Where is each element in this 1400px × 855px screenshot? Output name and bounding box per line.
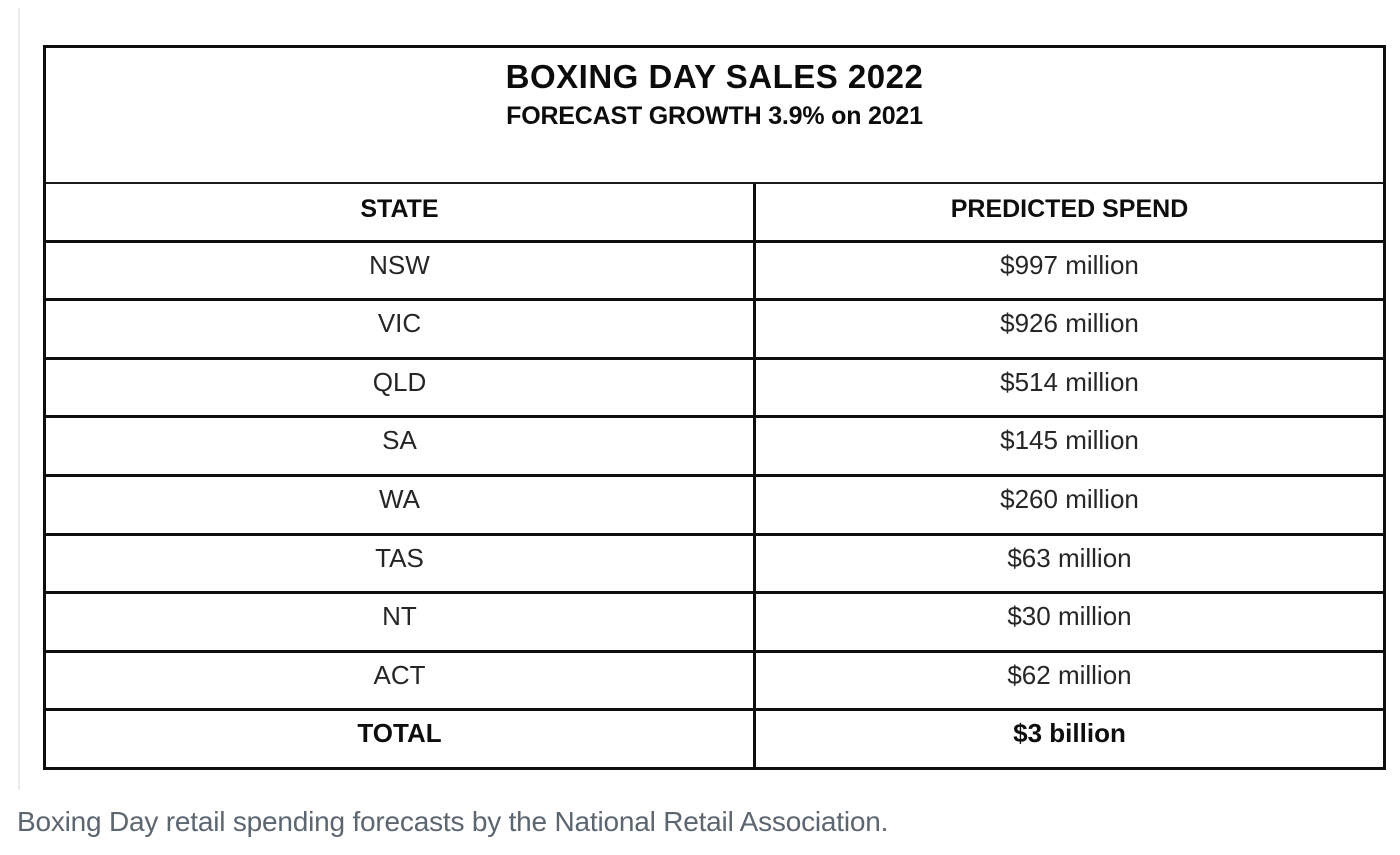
table-row-vic — [46, 298, 1383, 357]
figure-caption: Boxing Day retail spending forecasts by the National Retail Association. — [17, 806, 889, 837]
spend-cell: $62 million — [1007, 659, 1132, 690]
state-cell: SA — [46, 418, 756, 474]
table-subtitle: FORECAST GROWTH 3.9% on 2021 — [506, 102, 923, 130]
table-row-wa — [46, 474, 1383, 533]
spend-cell: $997 million — [1000, 249, 1139, 280]
state-cell: NT — [46, 594, 756, 650]
state-cell: WA — [46, 477, 756, 533]
state-cell: ACT — [46, 653, 756, 709]
column-header-state: STATE — [46, 184, 756, 240]
table-title-block — [46, 48, 1383, 184]
table-row-qld — [46, 357, 1383, 416]
content-left-rule — [18, 8, 20, 790]
column-header-predicted-spend: PREDICTED SPEND — [950, 195, 1189, 223]
state-cell: TAS — [46, 536, 756, 592]
state-cell: VIC — [46, 301, 756, 357]
spend-cell: $260 million — [1000, 483, 1139, 514]
spend-cell: $30 million — [1007, 601, 1132, 632]
table-header-row — [46, 184, 1383, 240]
table-row-nsw — [46, 240, 1383, 299]
table-row-total — [46, 708, 1383, 767]
spend-cell: $63 million — [1007, 542, 1132, 573]
table-title: BOXING DAY SALES 2022 — [505, 58, 924, 95]
table-row-tas — [46, 533, 1383, 592]
spend-cell: $514 million — [1000, 366, 1139, 397]
total-label-cell: TOTAL — [46, 711, 756, 767]
table-row-act — [46, 650, 1383, 709]
table-row-sa — [46, 415, 1383, 474]
boxing-day-sales-table — [43, 45, 1386, 770]
state-cell: NSW — [46, 243, 756, 299]
table-row-nt — [46, 591, 1383, 650]
state-cell: QLD — [46, 360, 756, 416]
total-value-cell: $3 billion — [1013, 718, 1126, 749]
spend-cell: $926 million — [1000, 308, 1139, 339]
spend-cell: $145 million — [1000, 425, 1139, 456]
